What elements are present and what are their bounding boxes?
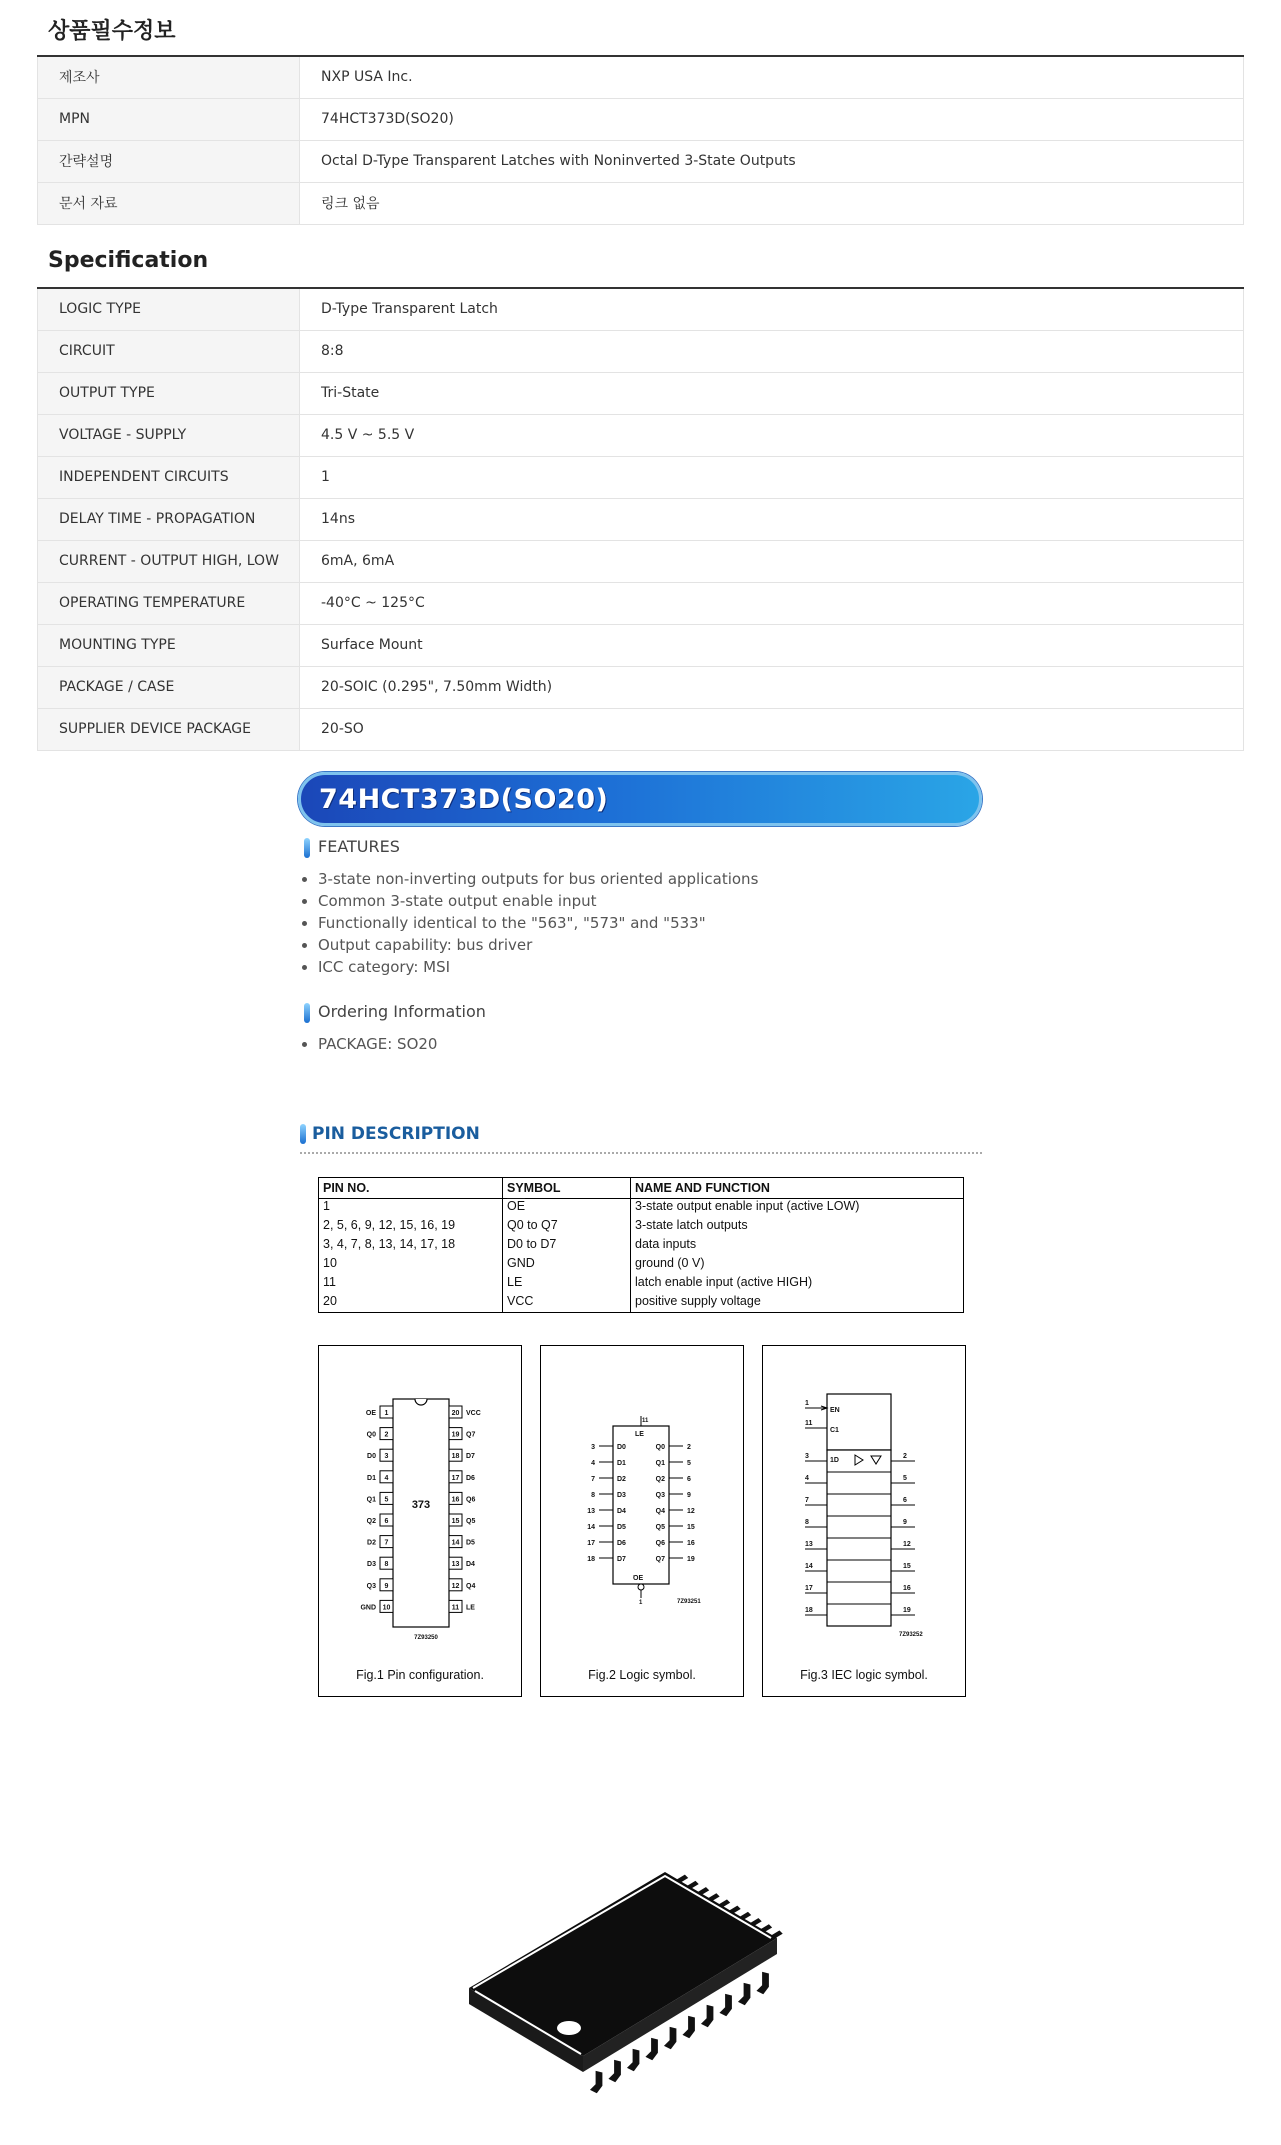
column-header: NAME AND FUNCTION xyxy=(631,1178,964,1199)
logic-symbol-figure xyxy=(540,1345,744,1697)
output-label: Q6 xyxy=(655,1540,665,1547)
pin-symbol: D6 xyxy=(466,1474,475,1482)
output-pin-number: 5 xyxy=(687,1460,691,1467)
chip-label: 373 xyxy=(411,1499,431,1511)
ordering-heading-wrap xyxy=(304,1002,486,1023)
required-info-title: 상품필수정보 xyxy=(48,19,176,44)
output-pin-number: 19 xyxy=(903,1607,911,1614)
list-item: • PACKAGE: SO20 xyxy=(318,1033,437,1055)
input-pin-number: 13 xyxy=(805,1541,813,1548)
function-cell: data inputs xyxy=(635,1236,697,1251)
pin-number: 2 xyxy=(384,1431,389,1439)
pin-cell: 20 xyxy=(319,1294,503,1313)
table-row xyxy=(38,372,1244,414)
pin-description-heading: PIN DESCRIPTION xyxy=(312,1124,480,1144)
function-cell: latch enable input (active HIGH) xyxy=(635,1274,813,1289)
svg-text:1: 1 xyxy=(805,1400,809,1407)
output-label: Q4 xyxy=(655,1508,665,1515)
output-pin-number: 6 xyxy=(903,1497,907,1504)
package-leg xyxy=(719,1993,733,2017)
package-leg xyxy=(700,2004,714,2028)
row-key: 간략설명 xyxy=(38,140,300,182)
row-key: INDEPENDENT CIRCUITS xyxy=(38,456,300,498)
table-row xyxy=(38,498,1244,540)
pin-symbol: Q2 xyxy=(366,1518,376,1525)
package-leg xyxy=(626,2048,640,2072)
input-pin-number: 17 xyxy=(587,1540,595,1547)
table-row xyxy=(38,182,1244,224)
input-pin-number: 17 xyxy=(805,1585,813,1592)
row-key: MOUNTING TYPE xyxy=(38,624,300,666)
symbol-cell: $\overline{OE}$ xyxy=(503,1199,631,1218)
input-pin-number: 18 xyxy=(805,1607,813,1614)
table-row xyxy=(38,56,1244,98)
output-pin-number: 2 xyxy=(687,1444,691,1451)
pin-cell: 2, 5, 6, 9, 12, 15, 16, 19 xyxy=(319,1218,503,1237)
table-row xyxy=(38,708,1244,750)
pin-symbol: Q5 xyxy=(466,1518,476,1525)
table-row xyxy=(319,1199,964,1218)
table-row xyxy=(38,666,1244,708)
figure-code: 7Z93250 xyxy=(414,1635,438,1641)
row-value: Surface Mount xyxy=(300,624,1244,666)
table-row xyxy=(38,414,1244,456)
output-pin-number: 12 xyxy=(903,1541,911,1548)
package-leg xyxy=(737,1982,751,2006)
input-label: D1 xyxy=(617,1460,626,1467)
input-label: D5 xyxy=(617,1524,626,1531)
input-label: D2 xyxy=(617,1476,626,1483)
output-pin-number: 2 xyxy=(903,1453,907,1460)
list-item: • Common 3-state output enable input xyxy=(318,890,758,912)
table-row xyxy=(38,288,1244,330)
row-key: PACKAGE / CASE xyxy=(38,666,300,708)
pin-table xyxy=(318,1177,964,1313)
features-heading-wrap xyxy=(304,837,400,858)
column-header: SYMBOL xyxy=(503,1178,631,1199)
pin-symbol: LE xyxy=(466,1604,475,1612)
svg-text:11: 11 xyxy=(642,1418,649,1424)
row-key: LOGIC TYPE xyxy=(38,288,300,330)
input-pin-number: 3 xyxy=(591,1444,595,1451)
row-key: CIRCUIT xyxy=(38,330,300,372)
pin-symbol: OE xyxy=(365,1410,376,1417)
pin-symbol: D7 xyxy=(466,1453,475,1461)
specification-table xyxy=(37,287,1244,751)
package-leg xyxy=(682,2015,696,2039)
row-key: SUPPLIER DEVICE PACKAGE xyxy=(38,708,300,750)
figure-caption: Fig.2 Logic symbol. xyxy=(588,1668,696,1682)
pin-symbol: Q6 xyxy=(466,1496,476,1504)
output-pin-number: 6 xyxy=(687,1476,691,1483)
function-cell: positive supply voltage xyxy=(635,1293,761,1308)
pin-number: 9 xyxy=(384,1582,389,1590)
bar-icon xyxy=(304,838,310,858)
pin-symbol: Q0 xyxy=(366,1431,376,1439)
list-item: • Output capability: bus driver xyxy=(318,934,758,956)
output-pin-number: 9 xyxy=(903,1519,907,1526)
row-value: 8:8 xyxy=(300,330,1244,372)
svg-text:OE: OE xyxy=(633,1575,644,1582)
row-key: CURRENT - OUTPUT HIGH, LOW xyxy=(38,540,300,582)
pin-description-heading-wrap xyxy=(300,1124,480,1144)
pin-symbol: Q7 xyxy=(466,1431,476,1439)
input-pin-number: 14 xyxy=(805,1563,813,1570)
output-pin-number: 15 xyxy=(903,1563,911,1570)
row-value: 20-SOIC (0.295", 7.50mm Width) xyxy=(300,666,1244,708)
so20-package-icon xyxy=(455,1860,795,2120)
pin-symbol: VCC xyxy=(466,1410,481,1417)
features-heading: FEATURES xyxy=(318,837,400,856)
pin-number: 1 xyxy=(384,1410,389,1417)
pin-number: 17 xyxy=(451,1474,460,1482)
row-value: 1 xyxy=(300,456,1244,498)
table-row xyxy=(38,540,1244,582)
pin-symbol: D0 xyxy=(367,1453,376,1461)
svg-text:C1: C1 xyxy=(830,1427,839,1434)
input-label: D6 xyxy=(617,1540,626,1547)
pin-symbol: Q3 xyxy=(366,1582,376,1590)
list-item: • 3-state non-inverting outputs for bus oriented applications xyxy=(318,868,758,890)
pin-symbol: D5 xyxy=(466,1539,475,1547)
symbol-cell: D0 to D7 xyxy=(503,1237,631,1256)
row-key: MPN xyxy=(38,98,300,140)
pin-cell: 1 xyxy=(319,1199,503,1218)
table-row xyxy=(319,1218,964,1237)
output-label: Q5 xyxy=(655,1524,665,1531)
output-label: Q3 xyxy=(655,1492,665,1499)
pin-number: 5 xyxy=(384,1496,389,1504)
row-value: 74HCT373D(SO20) xyxy=(300,98,1244,140)
pin-symbol: Q4 xyxy=(466,1582,476,1590)
input-label: D0 xyxy=(617,1444,626,1451)
ordering-list xyxy=(318,1033,437,1055)
input-label: D4 xyxy=(617,1508,626,1515)
table-row xyxy=(38,330,1244,372)
column-header: PIN NO. xyxy=(319,1178,503,1199)
figure-code: 7Z93252 xyxy=(899,1632,923,1638)
symbol-cell: Q0 to Q7 xyxy=(503,1218,631,1237)
pin-cell: 3, 4, 7, 8, 13, 14, 17, 18 xyxy=(319,1237,503,1256)
row-value: Octal D-Type Transparent Latches with Noninverted 3-State Outputs xyxy=(300,140,1244,182)
pin-symbol: Q1 xyxy=(366,1496,376,1504)
output-label: Q2 xyxy=(655,1476,665,1483)
pin-number: 11 xyxy=(451,1604,460,1612)
pin-configuration-figure xyxy=(318,1345,522,1697)
banner-title: 74HCT373D(SO20) xyxy=(319,784,609,815)
svg-text:11: 11 xyxy=(805,1420,813,1427)
package-leg xyxy=(756,1971,770,1995)
pin-number: 13 xyxy=(451,1561,460,1569)
output-pin-number: 12 xyxy=(687,1508,695,1515)
output-pin-number: 5 xyxy=(903,1475,907,1482)
input-pin-number: 13 xyxy=(587,1508,595,1515)
table-row xyxy=(319,1294,964,1313)
pin-cell: 11 xyxy=(319,1275,503,1294)
row-key: OUTPUT TYPE xyxy=(38,372,300,414)
output-pin-number: 19 xyxy=(687,1556,695,1563)
output-pin-number: 9 xyxy=(687,1492,691,1499)
row-value: 20-SO xyxy=(300,708,1244,750)
row-value: D-Type Transparent Latch xyxy=(300,288,1244,330)
input-pin-number: 7 xyxy=(805,1497,809,1504)
package-leg xyxy=(608,2059,622,2083)
row-value: 4.5 V ~ 5.5 V xyxy=(300,414,1244,456)
pin-symbol: GND xyxy=(360,1604,376,1612)
bar-icon xyxy=(300,1124,306,1144)
required-info-table xyxy=(37,55,1244,225)
row-value: 14ns xyxy=(300,498,1244,540)
input-pin-number: 8 xyxy=(591,1492,595,1499)
logic-symbol-diagram xyxy=(541,1346,745,1698)
figure-caption: Fig.1 Pin configuration. xyxy=(356,1668,484,1682)
pin-symbol: D2 xyxy=(367,1539,376,1547)
input-pin-number: 7 xyxy=(591,1476,595,1483)
svg-text:1: 1 xyxy=(639,1600,643,1606)
product-banner xyxy=(298,772,982,826)
iec-logic-symbol-figure xyxy=(762,1345,966,1697)
row-value: 6mA, 6mA xyxy=(300,540,1244,582)
package-leg xyxy=(589,2070,603,2094)
output-pin-number: 16 xyxy=(903,1585,911,1592)
input-pin-number: 18 xyxy=(587,1556,595,1563)
table-row xyxy=(319,1256,964,1275)
pin-configuration-diagram xyxy=(319,1346,523,1698)
pin-number: 15 xyxy=(451,1518,460,1525)
ordering-heading: Ordering Information xyxy=(318,1002,486,1021)
iec-logic-symbol-diagram xyxy=(763,1346,967,1698)
svg-text:EN: EN xyxy=(830,1407,840,1414)
symbol-cell: VCC xyxy=(503,1294,631,1313)
table-row xyxy=(38,624,1244,666)
pin-symbol: D1 xyxy=(367,1474,376,1482)
bar-icon xyxy=(304,1003,310,1023)
input-pin-number: 8 xyxy=(805,1519,809,1526)
row-key: 문서 자료 xyxy=(38,182,300,224)
figure-caption: Fig.3 IEC logic symbol. xyxy=(800,1668,928,1682)
row-value: NXP USA Inc. xyxy=(300,56,1244,98)
row-value: Tri-State xyxy=(300,372,1244,414)
output-pin-number: 15 xyxy=(687,1524,695,1531)
function-cell: 3-state latch outputs xyxy=(635,1217,748,1232)
pin-number: 10 xyxy=(382,1604,391,1612)
input-pin-number: 4 xyxy=(805,1475,809,1482)
pin-number: 7 xyxy=(384,1539,389,1547)
package-leg xyxy=(663,2026,677,2050)
figure-code: 7Z93251 xyxy=(677,1599,701,1605)
function-cell: ground (0 V) xyxy=(635,1255,705,1270)
table-row xyxy=(319,1237,964,1256)
svg-text:LE: LE xyxy=(635,1431,644,1438)
svg-text:1D: 1D xyxy=(830,1457,839,1464)
pin-number: 16 xyxy=(451,1496,460,1504)
input-pin-number: 3 xyxy=(805,1453,809,1460)
table-header-row xyxy=(319,1178,964,1199)
output-label: Q1 xyxy=(655,1460,665,1467)
output-label: Q7 xyxy=(655,1556,665,1563)
pin-number: 8 xyxy=(384,1561,389,1569)
pin-number: 12 xyxy=(451,1582,460,1590)
output-label: Q0 xyxy=(655,1444,665,1451)
pin-number: 20 xyxy=(451,1410,460,1417)
input-label: D3 xyxy=(617,1492,626,1499)
features-list xyxy=(318,868,758,978)
table-row xyxy=(38,456,1244,498)
table-row xyxy=(38,98,1244,140)
output-pin-number: 16 xyxy=(687,1540,695,1547)
symbol-cell: LE xyxy=(503,1275,631,1294)
row-key: VOLTAGE - SUPPLY xyxy=(38,414,300,456)
list-item: • Functionally identical to the "563", "573" and "533" xyxy=(318,912,758,934)
pin-number: 3 xyxy=(384,1453,389,1461)
input-label: D7 xyxy=(617,1556,626,1563)
package-leg xyxy=(645,2037,659,2061)
row-key: DELAY TIME - PROPAGATION xyxy=(38,498,300,540)
symbol-cell: GND xyxy=(503,1256,631,1275)
table-row xyxy=(319,1275,964,1294)
row-key: OPERATING TEMPERATURE xyxy=(38,582,300,624)
function-cell: 3-state output enable input (active LOW) xyxy=(635,1199,860,1213)
dotted-divider xyxy=(300,1152,982,1154)
row-value: -40°C ~ 125°C xyxy=(300,582,1244,624)
input-pin-number: 4 xyxy=(591,1460,595,1467)
row-key: 제조사 xyxy=(38,56,300,98)
pin-number: 18 xyxy=(451,1453,460,1461)
input-pin-number: 14 xyxy=(587,1524,595,1531)
table-row xyxy=(38,140,1244,182)
table-row xyxy=(38,582,1244,624)
pin-cell: 10 xyxy=(319,1256,503,1275)
pin-number: 6 xyxy=(384,1518,389,1525)
pin-symbol: D3 xyxy=(367,1561,376,1569)
list-item: • ICC category: MSI xyxy=(318,956,758,978)
pin-number: 14 xyxy=(451,1539,460,1547)
pin-number: 19 xyxy=(451,1431,460,1439)
specification-title: Specification xyxy=(48,248,209,273)
pin-symbol: D4 xyxy=(466,1561,475,1569)
pin-number: 4 xyxy=(384,1474,389,1482)
row-value: 링크 없음 xyxy=(300,182,1244,224)
